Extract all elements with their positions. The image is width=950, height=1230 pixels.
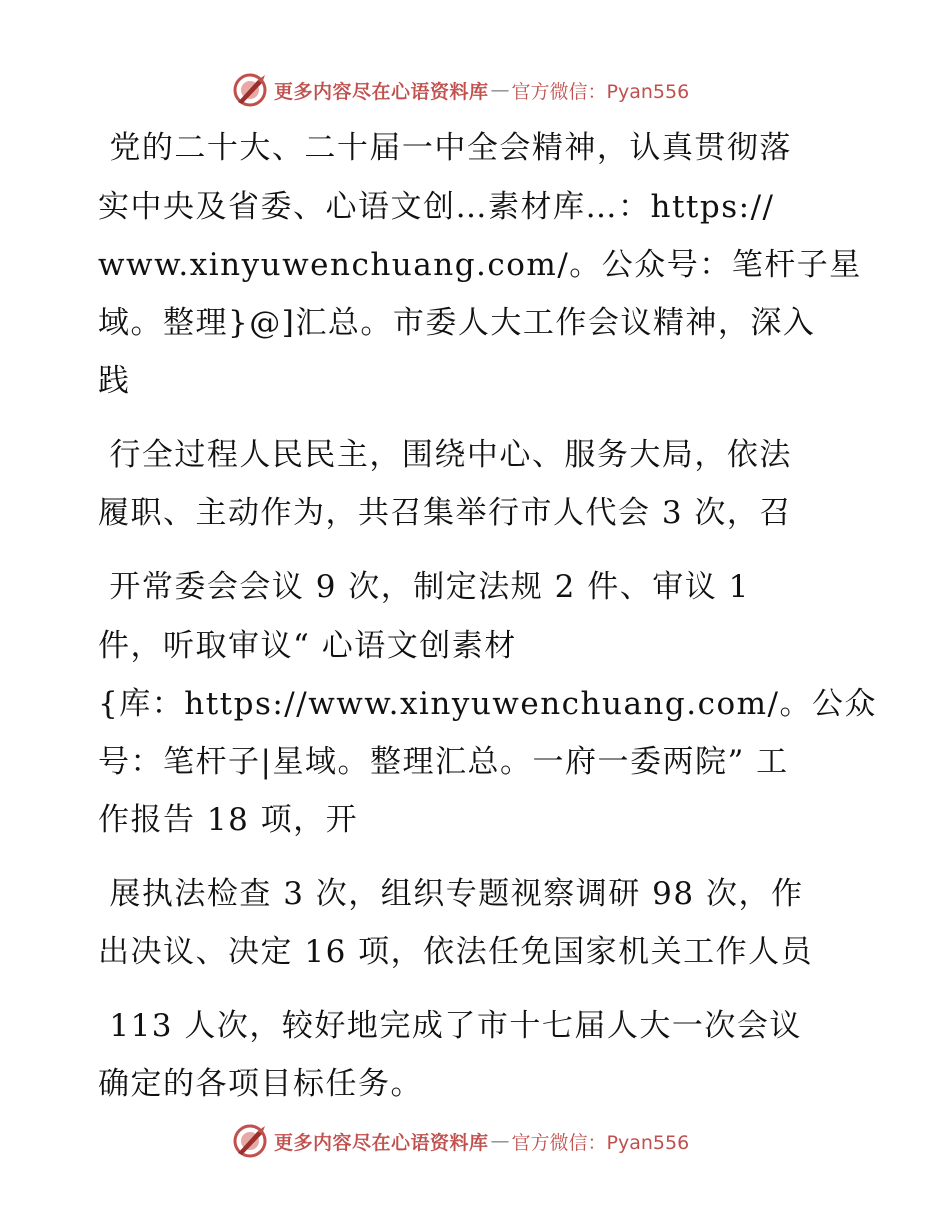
- body-line: 号：笔杆子|星域。整理汇总。一府一委两院” 工: [98, 744, 789, 780]
- body-line: 践: [98, 363, 131, 399]
- banner-slogan: 更多内容尽在心语资料库: [274, 1131, 489, 1154]
- body-line: 113 人次，较好地完成了市十七届人大一次会议: [98, 1008, 802, 1044]
- body-line: 开常委会会议 9 次，制定法规 2 件、审议 1: [98, 569, 750, 605]
- body-line: 展执法检查 3 次，组织专题视察调研 98 次，作: [98, 876, 804, 912]
- body-line: 件，听取审议“ 心语文创素材: [98, 628, 517, 664]
- body-line: 确定的各项目标任务。: [98, 1066, 423, 1102]
- body-line: 行全过程人民民主，围绕中心、服务大局，依法: [98, 437, 792, 473]
- body-line: 域。整理}@]汇总。市委人大工作会议精神，深入: [98, 305, 816, 341]
- body-line: 党的二十大、二十届一中全会精神，认真贯彻落: [98, 130, 792, 166]
- quill-seal-icon: [232, 1123, 268, 1159]
- body-line: 履职、主动作为，共召集举行市人代会 3 次，召: [98, 495, 792, 531]
- banner-separator: —: [490, 1130, 510, 1152]
- body-line: 作报告 18 项，开: [98, 802, 359, 838]
- quill-seal-icon: [232, 72, 268, 108]
- body-line: 实中央及省委、心语文创…素材库…：https://: [98, 189, 775, 225]
- body-line: www.xinyuwenchuang.com/。公众号：笔杆子星: [98, 247, 862, 283]
- header-banner: [232, 70, 689, 110]
- banner-slogan: 更多内容尽在心语资料库: [274, 80, 489, 103]
- body-line: {库：https://www.xinyuwenchuang.com/。公众: [98, 686, 877, 722]
- banner-separator: —: [490, 79, 510, 101]
- footer-banner: [232, 1121, 689, 1161]
- banner-wechat: 官方微信：Pyan556: [511, 1131, 690, 1154]
- banner-wechat: 官方微信：Pyan556: [511, 80, 690, 103]
- body-line: 出决议、决定 16 项，依法任免国家机关工作人员: [98, 934, 814, 970]
